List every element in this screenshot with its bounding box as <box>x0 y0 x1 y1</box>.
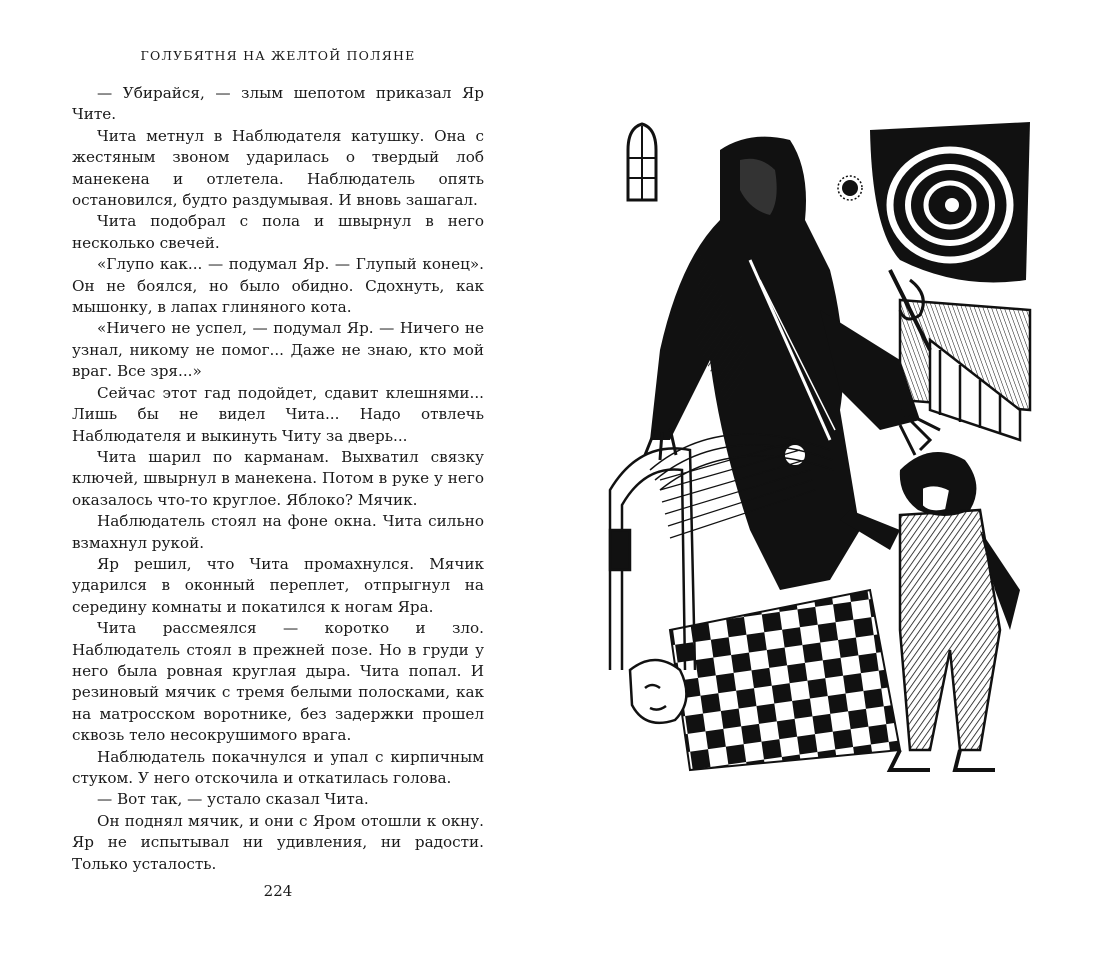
checkered-floor <box>670 590 900 770</box>
paragraph: Сейчас этот гад подойдет, сдавит клешнями... Лишь бы не видел Чита... Надо отвлечь Наблюдателя и выкинуть Читу за дверь... <box>72 383 484 445</box>
paragraph: Чита шарил по карманам. Выхватил связку ключей, швырнул в манекена. Потом в руке у него оказалось что-то круглое. Яблоко? Мячик. <box>72 447 484 509</box>
paragraph: Чита метнул в Наблюдателя катушку. Она с жестяным звоном ударилась о твердый лоб манекена и отлетела. Наблюдатель опять остановился, будто раздумывая. И вновь зашагал. <box>72 126 484 210</box>
paragraph: Чита рассмеялся — коротко и зло. Наблюдатель стоял в прежней позе. Но в груди у него была ровная круглая дыра. Чита попал. И резиновый мячик с тремя белыми полосками, как на матросском воротнике, без задержки прошел сквозь тело несокрушимого врага. <box>72 619 484 745</box>
paragraph: — Вот так, — устало сказал Чита. <box>97 790 369 809</box>
ink-illustration <box>600 110 1040 780</box>
fallen-head <box>630 660 686 723</box>
running-head: ГОЛУБЯТНЯ НА ЖЕЛТОЙ ПОЛЯНЕ <box>140 48 416 63</box>
paragraph: «Ничего не успел, — подумал Яр. — Ничего не узнал, никому не помог... Даже не знаю, кто мой враг. Все зря...» <box>72 319 484 381</box>
paragraph: — Убирайся, — злым шепотом приказал Яр Чите. <box>72 84 484 124</box>
paragraph: Наблюдатель стоял на фоне окна. Чита сильно взмахнул рукой. <box>72 512 484 552</box>
sun-disc <box>838 176 862 200</box>
right-page <box>600 110 1040 780</box>
spiral-window <box>870 122 1030 283</box>
paragraph: Он поднял мячик, и они с Яром отошли к окну. Яр не испытывал ни удивления, ни радости. Только усталость. <box>72 811 484 873</box>
page-number: 224 <box>263 882 293 900</box>
paragraph: Чита подобрал с пола и швырнул в него несколько свечей. <box>72 212 484 252</box>
paragraph: «Глупо как... — подумал Яр. — Глупый конец». Он не боялся, но было обидно. Сдохнуть, как мышонку, в лапах глиняного кота. <box>72 255 484 317</box>
paragraph: Яр решил, что Чита промахнулся. Мячик ударился в оконный переплет, отпрыгнул на середину комнаты и покатился к ногам Яра. <box>72 554 484 616</box>
body-text <box>72 83 484 875</box>
paragraph: Наблюдатель покачнулся и упал с кирпичным стуком. У него отскочила и откатилась голова. <box>72 747 484 787</box>
window-arch <box>628 124 656 200</box>
left-page <box>72 40 484 920</box>
